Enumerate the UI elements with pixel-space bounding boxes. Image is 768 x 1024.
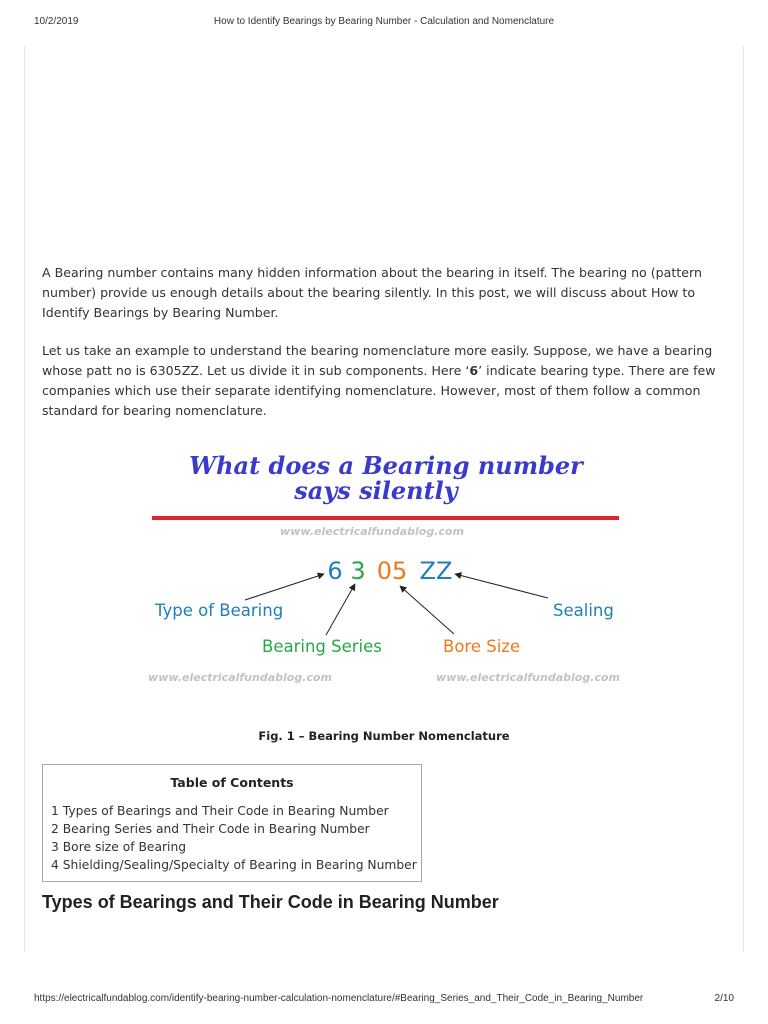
bearing-nomenclature-figure <box>0 440 768 700</box>
table-of-contents <box>42 764 422 882</box>
toc-item-shielding-sealing[interactable]: 4 Shielding/Sealing/Specialty of Bearing in Bearing Number <box>51 858 417 872</box>
print-date: 10/2/2019 <box>34 16 79 27</box>
code-type-digit: 6 <box>327 557 343 585</box>
print-header <box>34 16 734 30</box>
figure-heading-line1: What does a Bearing number <box>189 451 583 480</box>
print-url: https://electricalfundablog.com/identify-bearing-number-calculation-nomenclature/#Bearing_Series_and_Their_Code_in_Bearing_Number <box>34 993 644 1004</box>
figure-watermark-bottom-right: www.electricalfundablog.com <box>436 671 620 684</box>
code-bore-digits: 05 <box>376 557 408 585</box>
example-paragraph-part2: ’ indicate bearing type. There are few companies which use their separate identifying nomenclature. However, most of them follow a common standard for bearing nomenclature. <box>42 363 716 418</box>
toc-item-bore-size[interactable]: 3 Bore size of Bearing <box>51 840 187 854</box>
section-heading: Types of Bearings and Their Code in Bearing Number <box>42 892 499 912</box>
arrow-sealing <box>455 574 548 598</box>
toc-item-bearing-series[interactable]: 2 Bearing Series and Their Code in Bearing Number <box>51 822 370 836</box>
figure-svg <box>0 440 768 700</box>
print-footer <box>34 993 734 1007</box>
arrow-bore <box>400 586 454 634</box>
code-series-digit: 3 <box>350 557 366 585</box>
code-sealing-letters: ZZ <box>419 557 453 585</box>
toc-item-types-of-bearings[interactable]: 1 Types of Bearings and Their Code in Bearing Number <box>51 804 389 818</box>
example-paragraph <box>42 341 732 421</box>
example-paragraph-part1: Let us take an example to understand the bearing nomenclature more easily. Suppose, we have a bearing whose patt no is 6305ZZ. Let us divide it in sub components. Here ‘ <box>42 343 713 378</box>
label-bearing-series: Bearing Series <box>262 637 382 656</box>
print-page-title: How to Identify Bearings by Bearing Number - Calculation and Nomenclature <box>213 16 555 27</box>
toc-title: Table of Contents <box>170 775 294 790</box>
figure-heading-line2: says silently <box>294 476 458 505</box>
intro-paragraph: A Bearing number contains many hidden information about the bearing in itself. The bearing no (pattern number) provide us enough details about the bearing silently. In this post, we will discuss about How to Identify Bearings by Bearing Number. <box>42 265 702 320</box>
figure-heading-underline <box>152 516 619 520</box>
label-bore-size: Bore Size <box>443 637 521 656</box>
arrow-series <box>326 584 355 635</box>
figure-watermark-bottom-left: www.electricalfundablog.com <box>148 671 332 684</box>
figure-caption: Fig. 1 – Bearing Number Nomenclature <box>258 729 510 743</box>
figure-watermark-top: www.electricalfundablog.com <box>280 525 464 538</box>
label-type-of-bearing: Type of Bearing <box>155 601 284 620</box>
arrow-type <box>245 574 324 600</box>
example-paragraph-bold: 6 <box>469 363 479 378</box>
print-page-number: 2/10 <box>714 993 734 1004</box>
label-sealing: Sealing <box>553 601 614 620</box>
